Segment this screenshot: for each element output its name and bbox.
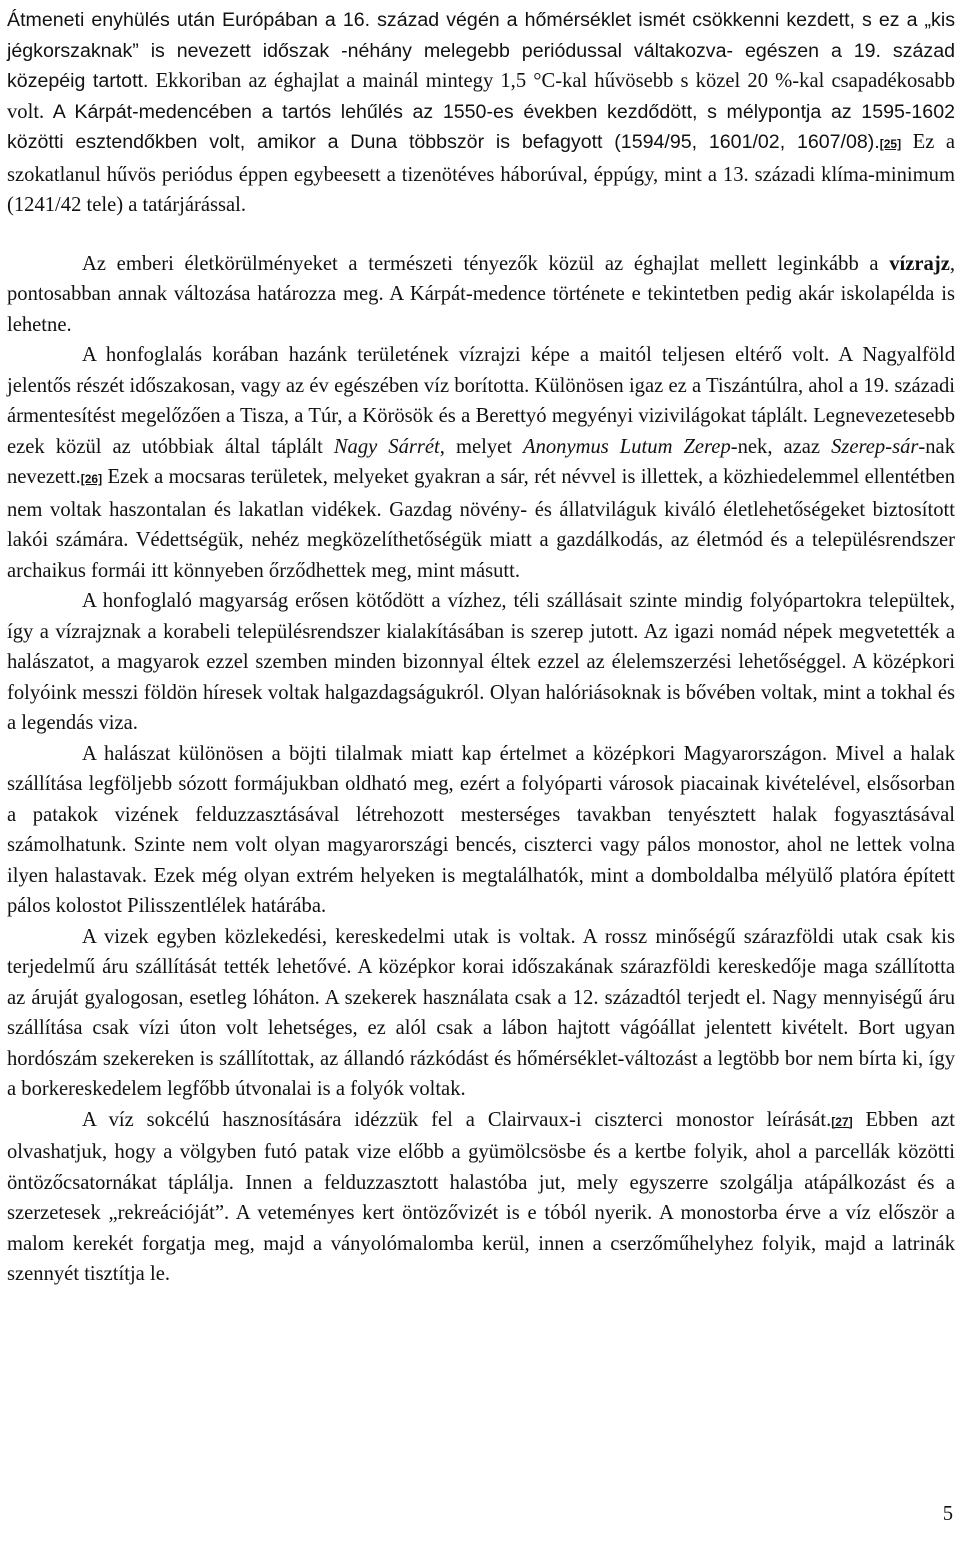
text-segment: -nak nevezett.	[7, 435, 955, 488]
paragraph-conquest-waters	[7, 340, 955, 586]
document-body	[7, 5, 955, 1290]
text-segment: A víz sokcélú hasznosítására idézzük fel a Clairvaux-i ciszterci monostor leírását.	[82, 1108, 832, 1131]
footnote-ref-26[interactable]: [26]	[80, 472, 103, 486]
text-segment: Ekkoriban az éghajlat a mainál mintegy 1,5 °C-kal hűvösebb s közel 20 %-kal csapadékosabb volt.	[7, 70, 955, 123]
page-number: 5	[942, 1503, 953, 1525]
paragraph-hydrography	[7, 249, 955, 341]
text-segment: Az emberi életkörülményeket a természeti tényezők közül az éghajlat mellett leginkább a	[82, 252, 890, 275]
paragraph-fasting-fish: A halászat különösen a böjti tilalmak miatt kap értelmet a középkori Magyarországon. Mivel a halak szállítása legföljebb sózott formájukban oldható meg, ezért a folyóparti városok piacainak kivételével, elsősorban a patakok vizének felduzzasztásával létrehozott mesterséges tavakban tenyésztett halak fogyasztásával számolhatunk. Szinte nem volt olyan magyarországi bencés, ciszterci vagy pálos monostor, ahol ne lettek volna ilyen halastavak. Ezek még olyan extrém helyeken is megtalálhatók, mint a domboldalba mélyülő platóra épített pálos kolostot Pilisszentlélek határába.	[7, 742, 955, 917]
italic-term: Szerep-sár	[831, 435, 919, 458]
footnote-ref-25[interactable]: [25]	[879, 137, 902, 151]
italic-term: Anonymus Lutum Zerep	[523, 435, 731, 458]
italic-term: Nagy Sárrét	[333, 435, 440, 458]
text-segment: Ez a szokatlanul hűvös periódus éppen egybeesett a tizenötéves háborúval, éppúgy, mint a 13. századi klíma-minimum (1241/42 tele) a tatárjárással.	[7, 131, 955, 216]
paragraph-fishing: A honfoglaló magyarság erősen kötődött a vízhez, téli szállásait szinte mindig folyópartokra települtek, így a vízrajznak a korabeli településrendszer kialakításában is szerep jutott. Az igazi nomád népek megvetették a halászatot, a magyarok ezzel szemben minden bizonnyal éltek ezzel az élelemszerzési lehetőséggel. A középkori folyóink messzi földön híresek voltak halgazdagságukról. Olyan halóriásoknak is bővében voltak, mint a tokhal és a legendás viza.	[7, 590, 955, 734]
paragraph-trade-routes: A vizek egyben közlekedési, kereskedelmi utak is voltak. A rossz minőségű szárazföldi utak csak kis terjedelmű áru szállítását tették lehetővé. A középkor korai időszakának szárazföldi kereskedője maga szállította az áruját gyalogosan, esetleg lóháton. A szekerek használata csak a 12. századtól terjedt el. Nagy mennyiségű áru szállítása csak vízi úton volt lehetséges, ez alól csak a lábon hajtott vágóállat jelentett kivételt. Bort ugyan hordószám szekereken is szállítottak, az állandó rázkódást és hőmérséklet-változást a legtöbb bor nem bírta ki, így a borkereskedelem legfőbb útvonalai is a folyók voltak.	[7, 925, 955, 1100]
text-segment: A Kárpát-medencében a tartós lehűlés az 1550-es években kezdődött, s mélypontja az 1595-1602 közötti esztendőkben volt, amikor a Duna többször is befagyott (1594/95, 1601/02, 1607/08).	[7, 100, 955, 153]
text-segment: Átmeneti enyhülés után Európában a 16. század végén a hőmérséklet ismét csökkenni kezdett, s ez a „kis jégkorszaknak” is nevezett időszak -néhány melegebb periódussal váltakozva- egészen a 19. század közepéig tartott.	[7, 9, 955, 92]
text-segment: Ezek a mocsaras területek, melyeket gyakran a sár, rét névvel is illettek, a közhiedelemmel ellentétben nem voltak haszontalan és lakatlan vidékek. Gazdag növény- és állatviláguk kiváló életlehetőségeket biztosított lakói számára. Védettségük, nehéz megközelíthetőségük miatt a gazdálkodás, az életmód és a településrendszer archaikus formái itt könnyeben őrződhettek meg, mint másutt.	[7, 466, 955, 582]
text-segment: Ebben azt olvashatjuk, hogy a völgyben futó patak vize előbb a gyümölcsösbe és a kertbe folyik, ahol a parcellák közötti öntözőcsatornákat táplálja. Innen a felduzzasztott halastóba jut, mely egyszerre szolgálja atápálkozást és a szerzetesek „rekreációját”. A veteményes kert öntözővizét is e tóból nyerik. A monostorba érve a víz először a malom kerekét forgatja meg, majd a ványolómalomba kerül, innen a cserzőműhelyhez folyik, majd a latrinák szennyét tisztítja le.	[7, 1108, 955, 1285]
text-segment: , melyet	[439, 435, 523, 458]
text-segment: A honfoglalás korában hazánk területének vízrajzi képe a maitól teljesen eltérő volt. A Nagyalföld jelentős részét időszakosan, vagy az év egészében víz borította. Különösen igaz ez a Tiszántúlra, ahol a 19. századi ármentesítést megelőzően a Tisza, a Túr, a Körösök és a Berettyó megyényi vizivilágokat táplált. Legnevezetesebb ezek közül az utóbbiak által táplált	[7, 344, 955, 458]
bold-term: vízrajz	[889, 252, 950, 275]
text-segment: , pontosabban annak változása határozza meg. A Kárpát-medence története e tekintetben pedig akár iskolapélda is lehetne.	[7, 252, 955, 336]
paragraph-climate	[7, 5, 955, 221]
footnote-ref-27[interactable]: [27]	[831, 1114, 853, 1129]
text-segment: -nek, azaz	[730, 435, 832, 458]
paragraph-clairvaux	[7, 1105, 955, 1290]
